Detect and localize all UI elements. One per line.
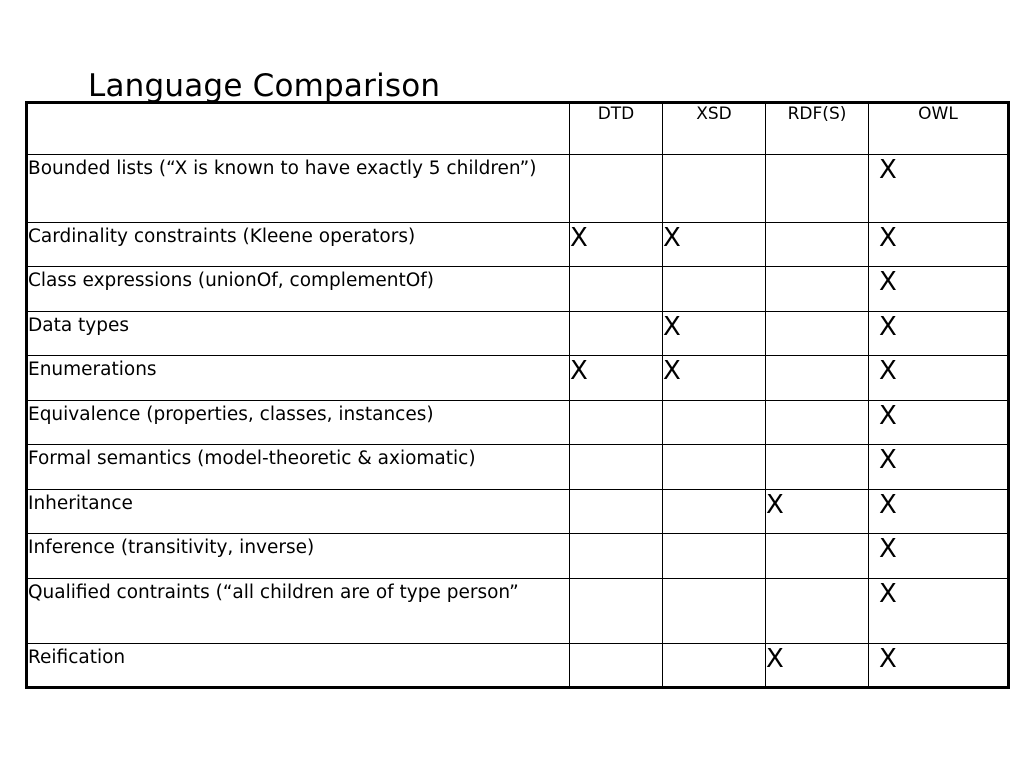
mark-cell-owl: X: [869, 401, 1009, 445]
mark-cell-owl: X: [869, 490, 1009, 534]
column-header-dtd: DTD: [570, 103, 663, 155]
mark-cell-owl: X: [869, 312, 1009, 356]
table-row: [27, 312, 1009, 356]
mark-cell-owl: X: [869, 155, 1009, 223]
table-row: [27, 534, 1009, 579]
feature-cell: Equivalence (properties, classes, instances): [27, 401, 570, 445]
column-header-rdfs: RDF(S): [766, 103, 869, 155]
mark-cell-dtd: [570, 267, 663, 312]
mark-cell-dtd: [570, 312, 663, 356]
mark-cell-dtd: X: [570, 223, 663, 267]
mark-cell-rdfs: [766, 267, 869, 312]
mark-cell-dtd: [570, 401, 663, 445]
table-body: [27, 103, 1009, 688]
mark-cell-rdfs: [766, 534, 869, 579]
column-header-xsd: XSD: [663, 103, 766, 155]
mark-cell-owl: X: [869, 223, 1009, 267]
table-row: [27, 490, 1009, 534]
mark-cell-xsd: X: [663, 356, 766, 401]
mark-cell-owl: X: [869, 445, 1009, 490]
mark-cell-xsd: [663, 644, 766, 688]
mark-cell-rdfs: [766, 445, 869, 490]
feature-cell: Reification: [27, 644, 570, 688]
table-row: [27, 445, 1009, 490]
comparison-table: [25, 101, 1010, 689]
mark-cell-dtd: [570, 644, 663, 688]
mark-cell-dtd: [570, 490, 663, 534]
mark-cell-rdfs: [766, 579, 869, 644]
mark-cell-owl: X: [869, 644, 1009, 688]
feature-cell: Class expressions (unionOf, complementOf): [27, 267, 570, 312]
mark-cell-xsd: [663, 490, 766, 534]
mark-cell-xsd: [663, 534, 766, 579]
mark-cell-dtd: [570, 155, 663, 223]
feature-cell: Cardinality constraints (Kleene operators): [27, 223, 570, 267]
mark-cell-rdfs: [766, 401, 869, 445]
mark-cell-xsd: [663, 579, 766, 644]
mark-cell-xsd: [663, 401, 766, 445]
mark-cell-xsd: [663, 155, 766, 223]
mark-cell-dtd: [570, 579, 663, 644]
table-row: [27, 356, 1009, 401]
mark-cell-rdfs: [766, 356, 869, 401]
mark-cell-xsd: X: [663, 223, 766, 267]
table-row: [27, 401, 1009, 445]
header-corner-cell: [27, 103, 570, 155]
table-row: [27, 579, 1009, 644]
page-title: Language Comparison: [88, 68, 441, 104]
mark-cell-rdfs: [766, 312, 869, 356]
table-row: [27, 644, 1009, 688]
mark-cell-rdfs: [766, 155, 869, 223]
mark-cell-owl: X: [869, 534, 1009, 579]
mark-cell-rdfs: X: [766, 490, 869, 534]
mark-cell-rdfs: [766, 223, 869, 267]
mark-cell-dtd: [570, 445, 663, 490]
table-row: [27, 267, 1009, 312]
mark-cell-dtd: [570, 534, 663, 579]
feature-cell: Formal semantics (model-theoretic & axiomatic): [27, 445, 570, 490]
feature-cell: Enumerations: [27, 356, 570, 401]
mark-cell-rdfs: X: [766, 644, 869, 688]
mark-cell-xsd: X: [663, 312, 766, 356]
feature-cell: Inheritance: [27, 490, 570, 534]
mark-cell-owl: X: [869, 356, 1009, 401]
feature-cell: Data types: [27, 312, 570, 356]
mark-cell-owl: X: [869, 267, 1009, 312]
column-header-owl: OWL: [869, 103, 1009, 155]
mark-cell-dtd: X: [570, 356, 663, 401]
feature-cell: Inference (transitivity, inverse): [27, 534, 570, 579]
mark-cell-xsd: [663, 445, 766, 490]
header-row: [27, 103, 1009, 155]
mark-cell-owl: X: [869, 579, 1009, 644]
feature-cell: Bounded lists (“X is known to have exactly 5 children”): [27, 155, 570, 223]
feature-cell: Qualified contraints (“all children are of type person”: [27, 579, 570, 644]
mark-cell-xsd: [663, 267, 766, 312]
table-row: [27, 223, 1009, 267]
table-row: [27, 155, 1009, 223]
